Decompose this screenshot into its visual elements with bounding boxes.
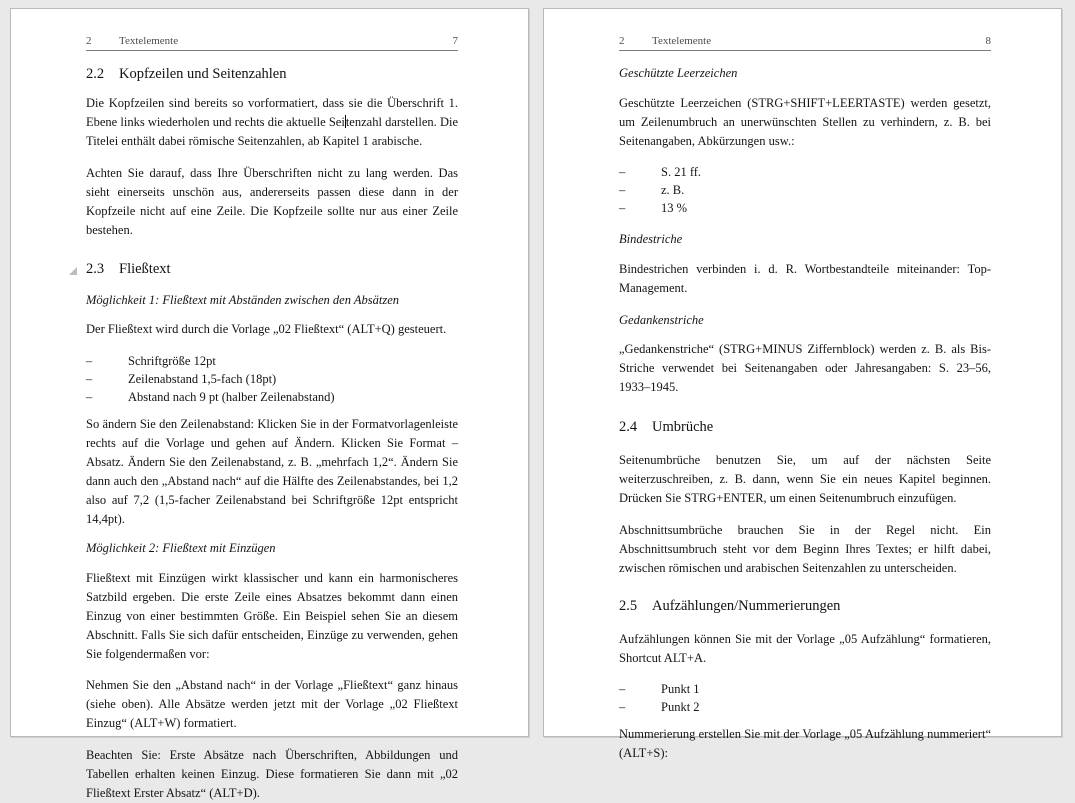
paragraph-vorlage[interactable]: Der Fließtext wird durch die Vorlage „02 Fließtext“ (ALT+Q) gesteuert.	[86, 322, 447, 336]
header-title: Textelemente	[119, 35, 179, 47]
list-item-text: z. B.	[661, 183, 685, 197]
dash-bullet-icon: –	[619, 201, 626, 215]
list-item-text: Punkt 2	[661, 700, 700, 714]
dash-bullet-icon: –	[619, 682, 626, 696]
header-chapter-number: 2	[86, 35, 92, 47]
section-number: 2.5	[619, 597, 638, 614]
document-page-8[interactable]	[543, 8, 1062, 760]
subheading-geschuetzte-leerzeichen[interactable]: Geschützte Leerzeichen	[619, 66, 738, 80]
list-item[interactable]	[619, 698, 991, 716]
section-title: Fließtext	[119, 260, 171, 277]
section-heading-2-5[interactable]	[619, 598, 991, 615]
paragraph-zeilenabstand[interactable]: So ändern Sie den Zeilenabstand: Klicken Sie in der Formatvorlagenleiste rechts auf die Vorlage und gehen auf Ändern. Klicken Sie Format – Absatz. Ändern Sie den Zeilenabstand, z. B. „mehrfach 1,2“. Ändern Sie dann auch den „Abstand nach“ auf die Hälfte des Zeilenabstandes, bei 1,2 also auf 7,2 (1,5-facher Zeilenabstand bei Schriftgröße 12pt entspricht 14,4pt).	[86, 416, 458, 526]
section-heading-2-4[interactable]	[619, 419, 991, 436]
list-item-text: S. 21 ff.	[661, 165, 702, 179]
paragraph-kopfzeilen[interactable]	[86, 94, 458, 151]
section-number: 2.2	[86, 66, 105, 82]
header-chapter-number: 2	[619, 35, 625, 47]
paragraph-achten[interactable]: Achten Sie darauf, dass Ihre Überschriften nicht zu lang werden. Das sieht einerseits unschön aus, andererseits passen diese dann in der Kopfzeile nicht auf eine Zeile. Die Kopfzeile sollte nur aus einer Zeile bestehen.	[86, 165, 458, 237]
collapse-heading-icon[interactable]	[69, 267, 77, 275]
paragraph-abschnittsumbrueche[interactable]: Abschnittsumbrüche brauchen Sie in der Regel nicht. Ein Abschnittsumbruch steht vor dem Beginn Ihres Textes; er hilft dabei, zwischen römischen und arabischen Seitenzahlen zu unterscheiden.	[619, 522, 991, 575]
paragraph-seitenumbrueche[interactable]: Seitenumbrüche benutzen Sie, um auf der nächsten Seite weiterzuschreiben, z. B. dann, wenn Sie ein neues Kapitel beginnen. Drücken Sie STRG+ENTER, um einen Seitenumbruch einzufügen.	[619, 453, 991, 505]
list-item-text: 13 %	[661, 201, 688, 215]
page-header[interactable]	[86, 35, 458, 51]
bullet-list-leerzeichen[interactable]	[619, 163, 991, 217]
dash-bullet-icon: –	[86, 371, 93, 386]
list-item[interactable]	[619, 181, 991, 199]
subheading-gedankenstriche[interactable]: Gedankenstriche	[619, 312, 704, 327]
header-page-number: 7	[452, 35, 458, 47]
list-item[interactable]	[619, 680, 991, 698]
list-item[interactable]	[619, 199, 991, 217]
dash-bullet-icon: –	[619, 165, 626, 179]
section-title: Aufzählungen/Nummerierungen	[652, 597, 841, 614]
section-title: Kopfzeilen und Seitenzahlen	[119, 66, 287, 82]
section-heading-2-2[interactable]	[86, 66, 458, 83]
document-page-7[interactable]	[10, 8, 529, 800]
section-number: 2.3	[86, 260, 105, 277]
subheading-bindestriche[interactable]: Bindestriche	[619, 232, 683, 246]
header-page-number: 8	[985, 35, 991, 47]
paragraph-text: Die Kopfzeilen sind bereits so vorformatiert, dass sie die Überschrift 1. Ebene links wiederholen und rechts die aktuelle Sei	[86, 96, 458, 129]
bullet-list-punkte[interactable]	[619, 680, 991, 716]
paragraph-einzuege[interactable]: Fließtext mit Einzügen wirkt klassischer und kann ein harmonischeres Satzbild ergeben. Die erste Zeile eines Absatzes bekommt dann einen Einzug von einer bestimmten Größe. Ein Beispiel sehen Sie an diesem Abschnitt. Falls Sie sich dafür entscheiden, Einzüge zu verwenden, gehen Sie folgendermaßen vor:	[86, 570, 458, 661]
paragraph-aufzaehlungen[interactable]: Aufzählungen können Sie mit der Vorlage „05 Aufzählung“ formatieren, Shortcut ALT+A.	[619, 631, 991, 665]
paragraph-bindestriche[interactable]: Bindestrichen verbinden i. d. R. Wortbestandteile miteinander: Top-Management.	[619, 261, 991, 295]
dash-bullet-icon: –	[619, 183, 626, 197]
list-item[interactable]	[86, 370, 458, 388]
subheading-moeglichkeit-1[interactable]: Möglichkeit 1: Fließtext mit Abständen zwischen den Absätzen	[86, 292, 400, 307]
subheading-moeglichkeit-2[interactable]: Möglichkeit 2: Fließtext mit Einzügen	[86, 541, 276, 555]
list-item[interactable]	[619, 163, 991, 181]
list-item-text: Abstand nach 9 pt (halber Zeilenabstand)	[128, 389, 335, 404]
header-title: Textelemente	[652, 35, 712, 47]
paragraph-nummerierung[interactable]: Nummerierung erstellen Sie mit der Vorlage „05 Aufzählung nummeriert“ (ALT+S):	[619, 727, 991, 760]
paragraph-leerzeichen[interactable]: Geschützte Leerzeichen (STRG+SHIFT+LEERTASTE) werden gesetzt, um Zeilenumbruch an unerwünschten Stellen zu verhindern, z. B. bei Seitenangaben, Abkürzungen usw.:	[619, 95, 991, 148]
list-item-text: Zeilenabstand 1,5-fach (18pt)	[128, 371, 277, 386]
dash-bullet-icon: –	[619, 700, 626, 714]
list-item[interactable]	[86, 352, 458, 370]
list-item[interactable]	[86, 388, 458, 406]
section-number: 2.4	[619, 419, 638, 435]
paragraph-beachten[interactable]: Beachten Sie: Erste Absätze nach Überschriften, Abbildungen und Tabellen erhalten keinen Einzug. Diese formatieren Sie dann mit „02 Fließtext Erster Absatz“ (ALT+D).	[86, 747, 458, 800]
paragraph-text: tenzahl darstellen. Die Titelei enthält dabei römische Seitenzahlen, ab Kapitel 1 arabische.	[86, 115, 458, 148]
list-item-text: Schriftgröße 12pt	[128, 353, 216, 368]
section-title: Umbrüche	[652, 419, 714, 435]
paragraph-gedankenstriche[interactable]: „Gedankenstriche“ (STRG+MINUS Ziffernblock) werden z. B. als Bis-Striche verwendet bei Seitenangaben oder Jahresangaben: S. 23–56, 1933–1945.	[619, 342, 991, 394]
dash-bullet-icon: –	[86, 389, 93, 404]
section-heading-2-3[interactable]	[86, 261, 458, 278]
bullet-list-formate[interactable]	[86, 352, 458, 406]
dash-bullet-icon: –	[86, 353, 93, 368]
list-item-text: Punkt 1	[661, 682, 700, 696]
page-header[interactable]	[619, 35, 991, 51]
paragraph-abstand-nach[interactable]: Nehmen Sie den „Abstand nach“ in der Vorlage „Fließtext“ ganz hinaus (siehe oben). Alle Absätze werden jetzt mit der Vorlage „02 Fließtext Einzug“ (ALT+W) formatiert.	[86, 678, 458, 730]
